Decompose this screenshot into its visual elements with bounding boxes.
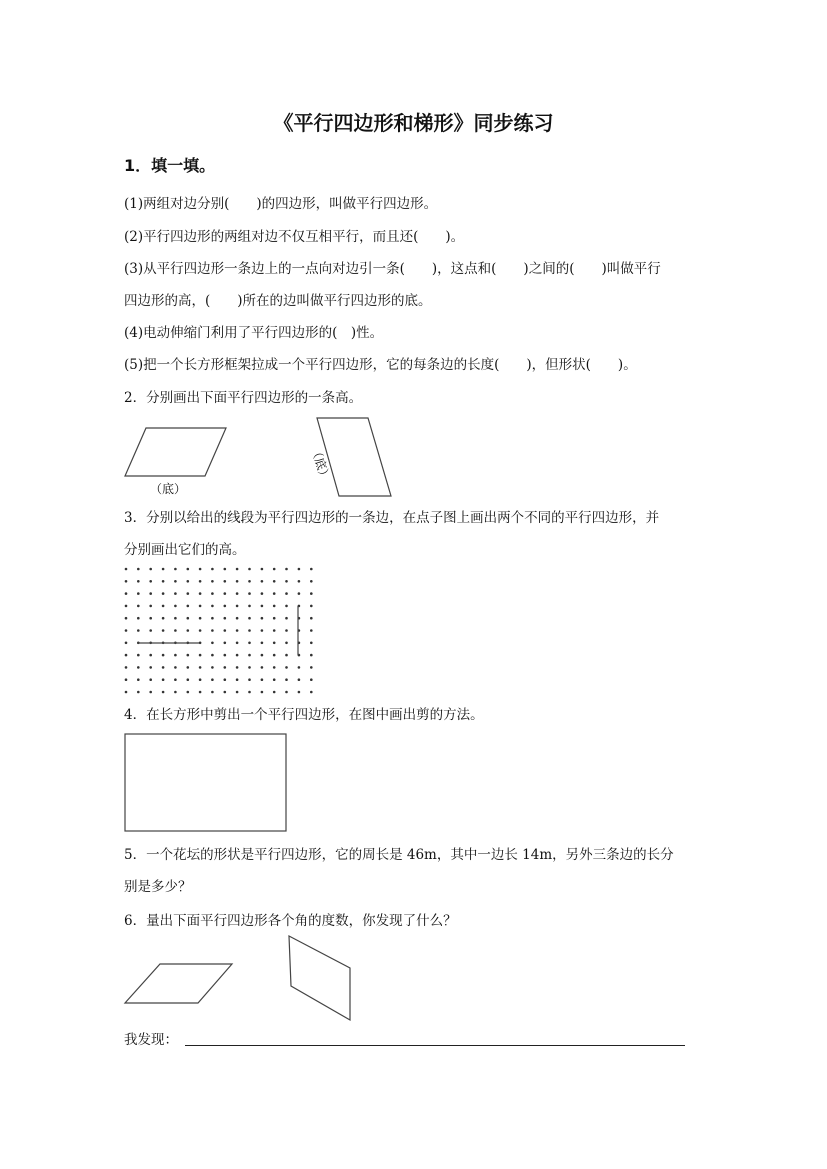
q2-text: 2．分别画出下面平行四边形的一条高。 xyxy=(124,390,363,406)
section1-heading: 1．填一填。 xyxy=(124,156,216,175)
q1-item-1: (1)两组对边分别( )的四边形，叫做平行四边形。 xyxy=(124,196,438,212)
q5-text-line2: 别是多少？ xyxy=(124,879,192,895)
q4-text: 4．在长方形中剪出一个平行四边形，在图中画出剪的方法。 xyxy=(124,707,484,723)
q1-item-3b: 四边形的高，( )所在的边叫做平行四边形的底。 xyxy=(124,293,432,309)
q6-parallelogram-left xyxy=(125,964,232,1003)
q3-text-line1: 3．分别以给出的线段为平行四边形的一条边，在点子图上画出两个不同的平行四边形，并 xyxy=(124,510,660,526)
q6-parallelogram-right xyxy=(289,936,350,1020)
q5-text-line1: 5．一个花坛的形状是平行四边形，它的周长是 46m，其中一边长 14m，另外三条边的长分 xyxy=(124,847,674,863)
q2-label-right: （底） xyxy=(308,444,333,484)
q6-text: 6．量出下面平行四边形各个角的度数，你发现了什么？ xyxy=(124,913,457,929)
q1-item-4: (4)电动伸缩门利用了平行四边形的( )性。 xyxy=(124,325,384,341)
q2-label-left: （底） xyxy=(150,482,187,496)
q1-item-2: (2)平行四边形的两组对边不仅互相平行，而且还( )。 xyxy=(124,229,465,245)
q3-text-line2: 分别画出它们的高。 xyxy=(124,542,246,558)
q6-answer-line[interactable] xyxy=(185,1045,685,1046)
page-title: 《平行四边形和梯形》同步练习 xyxy=(273,111,554,135)
q1-item-5: (5)把一个长方形框架拉成一个平行四边形，它的每条边的长度( )，但形状( )。 xyxy=(124,357,637,373)
q6-answer-label: 我发现： xyxy=(124,1032,178,1048)
q1-item-3a: (3)从平行四边形一条边上的一点向对边引一条( )，这点和( )之间的( )叫做平行 xyxy=(124,261,661,277)
